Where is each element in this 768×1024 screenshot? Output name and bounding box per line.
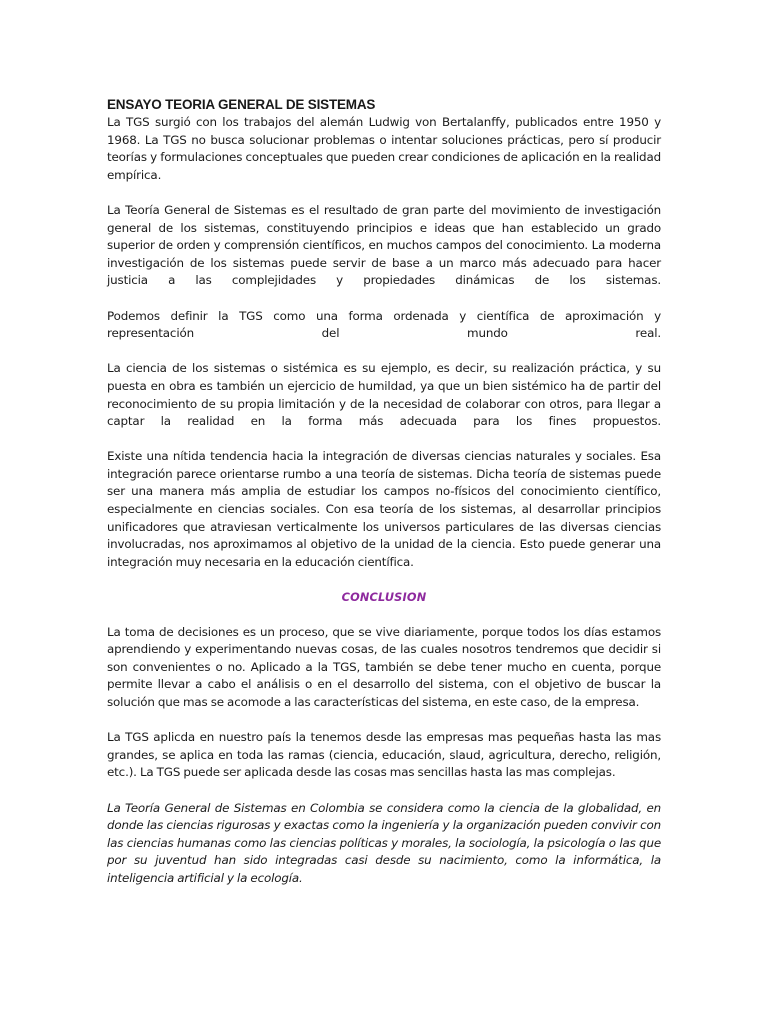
paragraph-integration: Existe una nítida tendencia hacia la integración de diversas ciencias naturales y sociales. Esa integración parece orientarse rumbo a una teoría de sistemas. Dicha teoría de sistemas puede ser una manera más amplia de estudiar los campos no-físicos del conocimiento científico, especialmente en ciencias sociales. Con esa teoría de los sistemas, al desarrollar principios unificadores que atraviesan verticalmente los universos particulares de las diversas ciencias involucradas, nos aproximamos al objetivo de la unidad de la ciencia. Esto puede generar una integración muy necesaria en la educación científica. bbox=[107, 449, 661, 569]
document-title: ENSAYO TEORIA GENERAL DE SISTEMAS bbox=[107, 97, 376, 112]
paragraph-conclusion-colombia: La Teoría General de Sistemas en Colombia se considera como la ciencia de la globalidad, en donde las ciencias rigurosas y exactas como la ingeniería y la organización pueden convivir con las ciencias humanas como las ciencias políticas y morales, la sociología, la psicología o las que por su juventud han sido integradas casi desde su nacimiento, como la informática, la inteligencia artificial y la ecología. bbox=[107, 800, 661, 885]
paragraph-tgs-origin: La TGS surgió con los trabajos del alemán Ludwig von Bertalanffy, publicados entre 1950 y 1968. La TGS no busca solucionar problemas o intentar soluciones prácticas, pero sí producir teorías y formulaciones conceptuales que pueden crear condiciones de aplicación en la realidad empírica. bbox=[107, 115, 661, 182]
document-body bbox=[107, 96, 661, 905]
paragraph-tgs-representation: Podemos definir la TGS como una forma ordenada y científica de aproximación y representación del mundo real. bbox=[107, 308, 661, 341]
paragraph-tgs-definition: La Teoría General de Sistemas es el resultado de gran parte del movimiento de investigación general de los sistemas, constituyendo principios e ideas que han establecido un grado superior de orden y comprensión científicos, en muchos campos del conocimiento. La moderna investigación de los sistemas puede servir de base a un marco más adecuado para hacer justicia a las complejidades y propiedades dinámicas de los sistemas. bbox=[107, 202, 661, 288]
conclusion-heading: CONCLUSION bbox=[341, 591, 427, 605]
paragraph-systemics: La ciencia de los sistemas o sistémica es su ejemplo, es decir, su realización práctica, y su puesta en obra es también un ejercicio de humildad, ya que un bien sistémico ha de partir del reconocimiento de su propia limitación y de la necesidad de colaborar con otros, para llegar a captar la realidad en la forma más adecuada para los fines propuestos. bbox=[107, 361, 661, 429]
paragraph-conclusion-application: La TGS aplicda en nuestro país la tenemos desde las empresas mas pequeñas hasta las mas grandes, se aplica en toda las ramas (ciencia, educación, slaud, agricultura, derecho, religión, etc.). La TGS puede ser aplicada desde las cosas mas sencillas hasta las mas complejas. bbox=[107, 730, 661, 780]
paragraph-conclusion-decisions: La toma de decisiones es un proceso, que se vive diariamente, porque todos los días estamos aprendiendo y experimentando nuevas cosas, de las cuales nosotros tendremos que decidir si son convenientes o no. Aplicado a la TGS, también se debe tener mucho en cuenta, porque permite llevar a cabo el análisis o en el desarrollo del sistema, con el objetivo de buscar la solución que mas se acomode a las características del sistema, en este caso, de la empresa. bbox=[107, 624, 661, 709]
